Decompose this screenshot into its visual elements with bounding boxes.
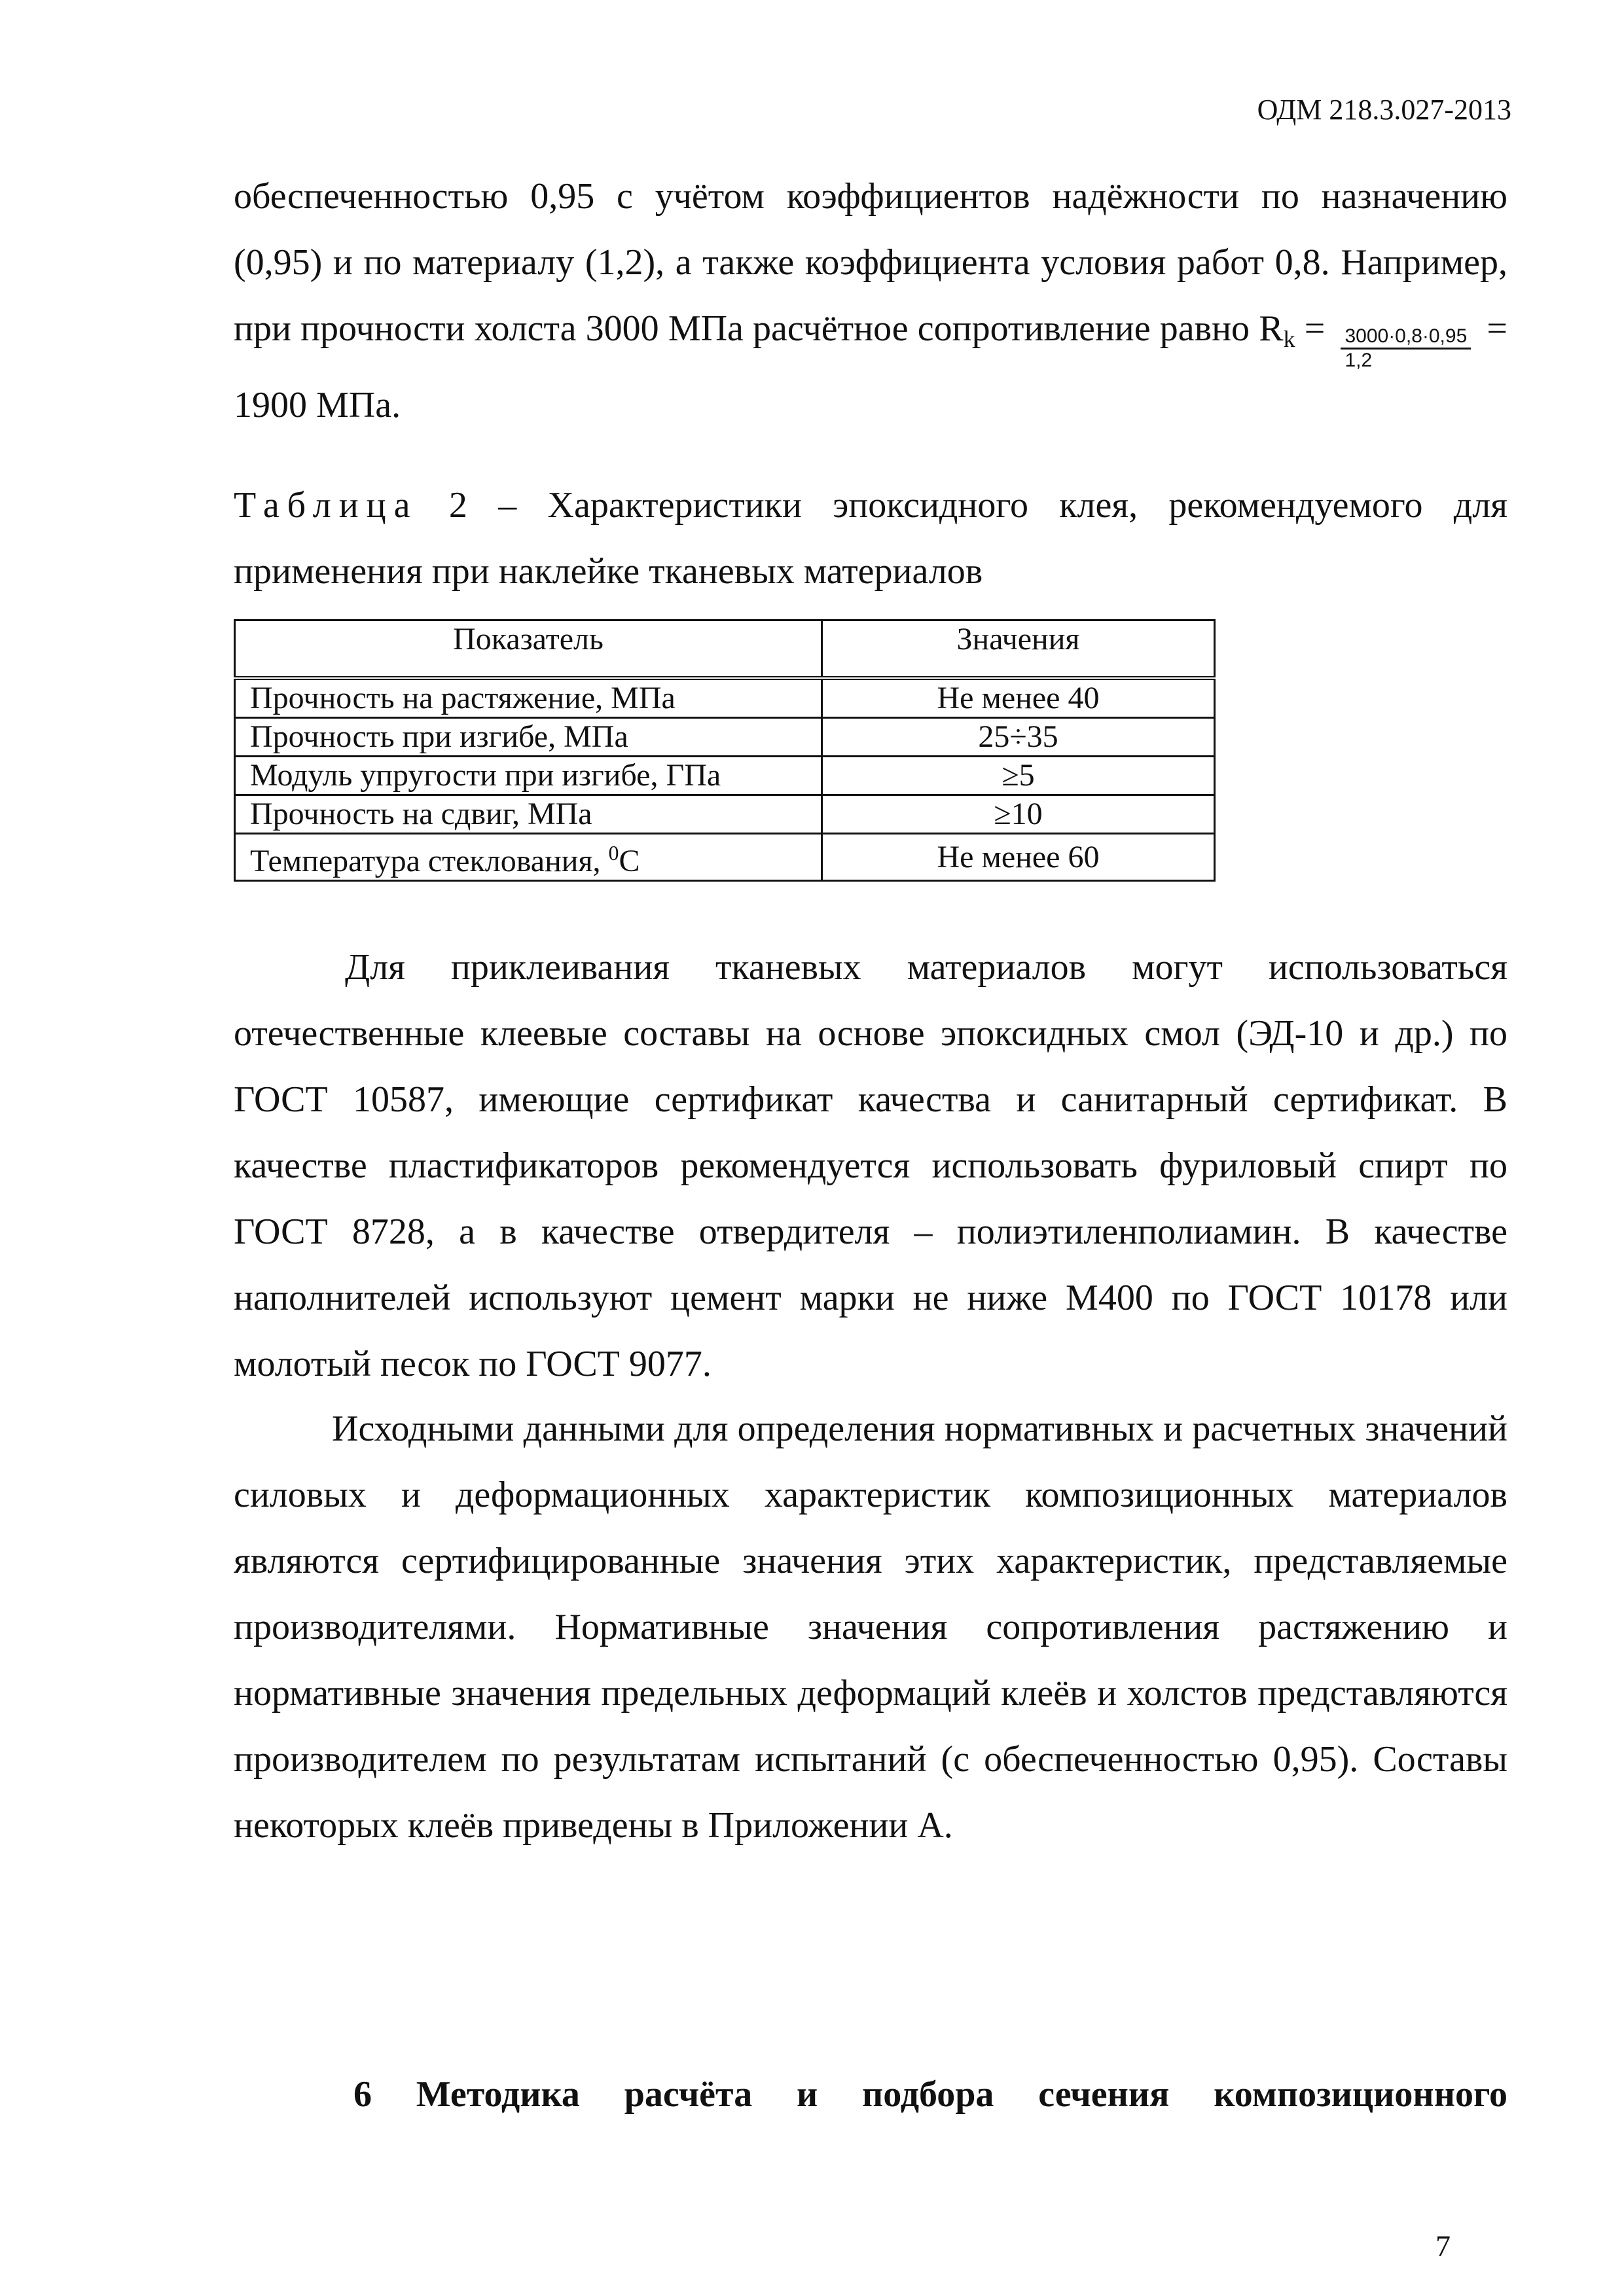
table-cell-indicator bbox=[235, 834, 822, 881]
formula-denominator: 1,2 bbox=[1344, 350, 1373, 371]
formula-subscript: k bbox=[1283, 326, 1295, 352]
adhesive-properties-table bbox=[234, 619, 1216, 882]
formula-lhs: R bbox=[1259, 308, 1284, 349]
intro-text: обеспеченностью 0,95 с учётом коэффициентов надёжности по назначению (0,95) и по материалу (1,2), а также коэффициента условия работ 0,8. Например, при прочности холста 3000 МПа расчётное сопротивление равно bbox=[234, 176, 1507, 349]
table-caption bbox=[234, 473, 1507, 605]
column-header-values: Значения bbox=[822, 620, 1215, 679]
degree-superscript: 0 bbox=[608, 841, 619, 865]
initial-data-paragraph: Исходными данными для определения нормативных и расчетных значений силовых и деформационных характеристик композиционных материалов являются сертифицированные значения этих характеристик, представляемые производителями. Нормативные значения сопротивления растяжению и нормативные значения предельных деформаций клеёв и холстов представляются производителем по результатам испытаний (с обеспеченностью 0,95). Составы некоторых клеёв приведены в Приложении А. bbox=[234, 1408, 1507, 1846]
table-row bbox=[235, 795, 1215, 834]
adhesive-composition-paragraph: Для приклеивания тканевых материалов могут использоваться отечественные клеевые составы на основе эпоксидных смол (ЭД-10 и др.) по ГОСТ 10587, имеющие сертификат качества и санитарный сертификат. В качестве пластификаторов рекомендуется использовать фуриловый спирт по ГОСТ 8728, а в качестве отвердителя – полиэтиленполиамин. В качестве наполнителей используют цемент марки не ниже М400 по ГОСТ 10178 или молотый песок по ГОСТ 9077. bbox=[234, 947, 1507, 1384]
table-cell-value: Не менее 40 bbox=[822, 678, 1215, 718]
table-row bbox=[235, 678, 1215, 718]
formula-numerator: 3000·0,8·0,95 bbox=[1341, 325, 1471, 350]
table-cell-indicator: Прочность на растяжение, МПа bbox=[235, 678, 822, 718]
formula-equals: = bbox=[1295, 308, 1326, 349]
formula-fraction bbox=[1341, 325, 1471, 372]
table-cell-indicator: Прочность на сдвиг, МПа bbox=[235, 795, 822, 834]
page-number: 7 bbox=[1435, 2229, 1451, 2263]
table-cell-value: ≥10 bbox=[822, 795, 1215, 834]
table-header-row bbox=[235, 620, 1215, 679]
table-cell-value: Не менее 60 bbox=[822, 834, 1215, 881]
temperature-label: Температура стеклования, bbox=[250, 844, 609, 878]
table-caption-text: 2 – Характеристики эпоксидного клея, рекомендуемого для применения при наклейке тканевых материалов bbox=[234, 485, 1507, 592]
section-heading: 6 Методика расчёта и подбора сечения композиционного bbox=[353, 2074, 1507, 2115]
table-caption-label: Таблица bbox=[234, 485, 418, 526]
formula-result: = 1900 МПа. bbox=[234, 308, 1508, 425]
intro-paragraph bbox=[234, 164, 1507, 439]
table-cell-indicator: Модуль упругости при изгибе, ГПа bbox=[235, 757, 822, 795]
table-row bbox=[235, 757, 1215, 795]
temperature-unit: C bbox=[619, 844, 640, 878]
document-code-header: ОДМ 218.3.027-2013 bbox=[1257, 94, 1511, 126]
column-header-indicator: Показатель bbox=[235, 620, 822, 679]
table-cell-value: ≥5 bbox=[822, 757, 1215, 795]
table-row bbox=[235, 834, 1215, 881]
table-row bbox=[235, 718, 1215, 757]
table-cell-indicator: Прочность при изгибе, МПа bbox=[235, 718, 822, 757]
table-cell-value: 25÷35 bbox=[822, 718, 1215, 757]
